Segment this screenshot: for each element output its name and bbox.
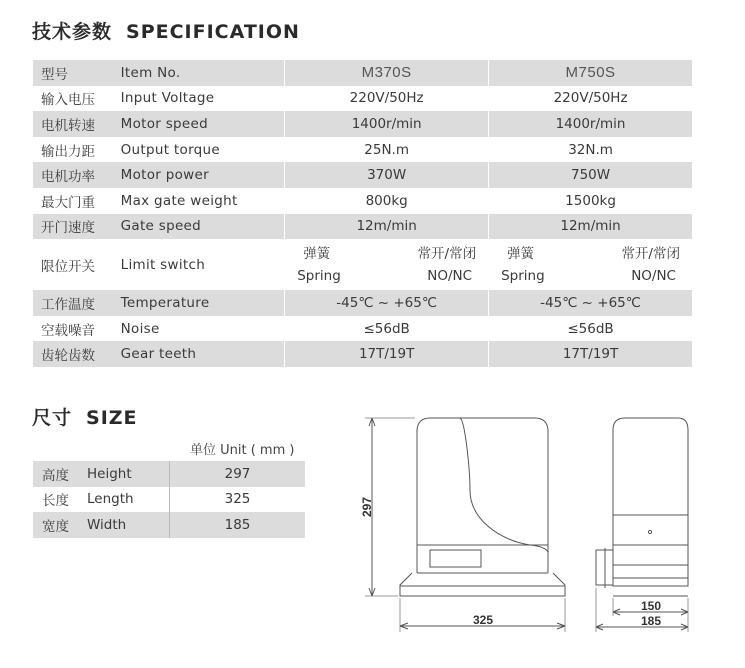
row-label-zh: 开门速度 — [33, 214, 112, 240]
row-value-m1: -45℃ ~ +65℃ — [285, 290, 489, 316]
row-value-m1: 1400r/min — [285, 111, 489, 137]
model-m1: M370S — [285, 60, 489, 86]
row-label-zh: 齿轮齿数 — [33, 341, 112, 367]
row-label-zh: 限位开关 — [41, 258, 95, 275]
size-unit-label: 单位 Unit ( mm ) — [190, 443, 295, 458]
spec-title-en: SPECIFICATION — [126, 21, 300, 43]
row-value-m2: 1400r/min — [489, 111, 692, 137]
row-label-en: Limit switch — [120, 256, 206, 273]
option-zh: 弹簧 — [303, 245, 331, 262]
size-label-zh: 宽度 — [33, 512, 87, 538]
row-value-m2: 12m/min — [489, 214, 692, 240]
row-label-en: Motor speed — [112, 111, 285, 137]
row-value-m2: 1500kg — [489, 188, 692, 214]
size-label-zh: 长度 — [42, 493, 69, 510]
spec-title-zh: 技术参数 — [32, 21, 113, 43]
size-value: 185 — [170, 512, 306, 538]
row-value-m1: 25N.m — [285, 137, 489, 163]
row-value-m1: 370W — [285, 162, 489, 188]
size-title-zh: 尺寸 — [32, 407, 73, 429]
row-value-m2: 220V/50Hz — [489, 86, 692, 112]
row-label-en: Output torque — [120, 141, 221, 158]
row-label-zh: 电机转速 — [33, 111, 112, 137]
model-m2: M750S — [489, 60, 692, 86]
size-value: 297 — [170, 461, 306, 487]
option-en: Spring — [297, 267, 341, 284]
side-view — [365, 418, 565, 632]
row-value-m1: ≤56dB — [285, 316, 489, 342]
size-label-en: Length — [87, 491, 134, 508]
size-label-zh: 高度 — [33, 461, 87, 487]
option-zh: 常开/常闭 — [417, 245, 477, 262]
row-value-m2: 17T/19T — [489, 341, 692, 367]
option-en: Spring — [501, 267, 545, 284]
row-label-en: Temperature — [112, 290, 285, 316]
size-label-en: Height — [87, 461, 170, 487]
row-label-en: Motor power — [112, 162, 285, 188]
row-value-m2: 750W — [489, 162, 692, 188]
row-label-zh: 空载噪音 — [41, 322, 95, 339]
row-label-zh: 电机功率 — [33, 162, 112, 188]
size-value: 325 — [170, 487, 306, 513]
option-en: NO/NC — [427, 267, 473, 284]
option-en: NO/NC — [631, 267, 676, 284]
row-label-zh: 最大门重 — [41, 194, 95, 211]
option-zh: 弹簧 — [507, 245, 535, 262]
dim-height-label: 297 — [360, 496, 374, 518]
row-label-zh: 输出力距 — [41, 143, 95, 160]
header-zh: 型号 — [33, 60, 112, 86]
row-value-m1: 17T/19T — [285, 341, 489, 367]
row-label-en: Input Voltage — [120, 90, 215, 107]
row-label-zh: 输入电压 — [41, 92, 95, 109]
size-label-en: Width — [87, 512, 170, 538]
row-value-m1: 220V/50Hz — [285, 86, 489, 112]
row-label-en: Gear teeth — [112, 341, 285, 367]
dim-length-label: 325 — [472, 613, 494, 627]
header-en: Item No. — [112, 60, 285, 86]
row-value-m1: 12m/min — [285, 214, 489, 240]
row-value-m2: ≤56dB — [489, 316, 692, 342]
size-title-en: SIZE — [86, 407, 138, 429]
row-value-m2: -45℃ ~ +65℃ — [489, 290, 692, 316]
dim-width-outer-label: 185 — [640, 614, 662, 628]
row-value-m2: 32N.m — [489, 137, 692, 163]
row-label-en: Max gate weight — [120, 192, 238, 209]
option-zh: 常开/常闭 — [621, 245, 680, 262]
row-label-en: Noise — [120, 320, 160, 337]
dim-width-inner-label: 150 — [640, 599, 662, 613]
row-label-zh: 工作温度 — [33, 290, 112, 316]
row-value-m1: 800kg — [285, 188, 489, 214]
row-label-en: Gate speed — [112, 214, 285, 240]
